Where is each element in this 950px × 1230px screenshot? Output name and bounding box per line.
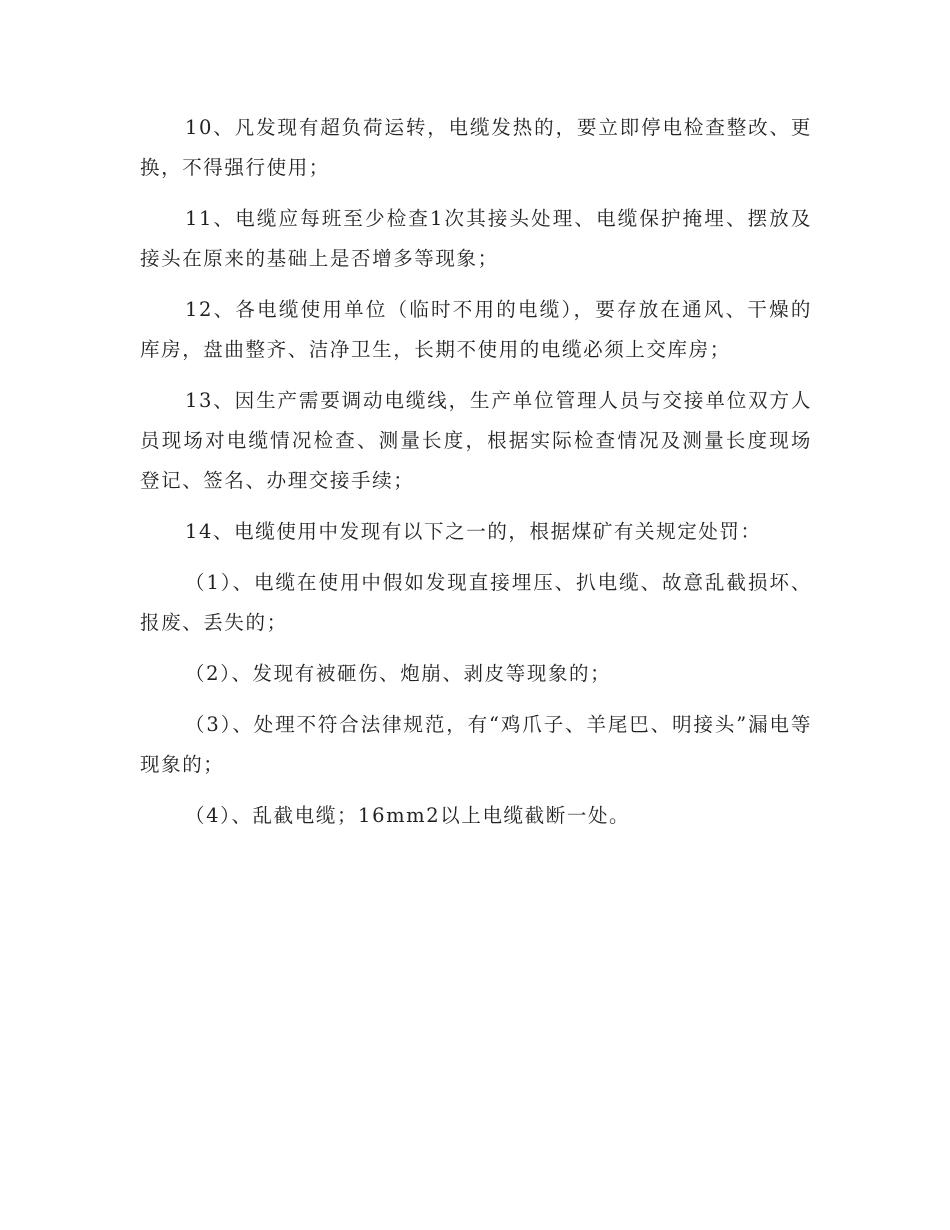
paragraph-item-10: 10、凡发现有超负荷运转，电缆发热的，要立即停电检查整改、更换，不得强行使用； (140, 116, 812, 179)
paragraph-subitem-2: （2）、发现有被砸伤、炮崩、剥皮等现象的； (185, 662, 612, 685)
paragraph-item-11: 11、电缆应每班至少检查1次其接头处理、电缆保护掩埋、摆放及接头在原来的基础上是否增多等现象； (140, 207, 812, 270)
paragraph-item-13: 13、因生产需要调动电缆线，生产单位管理人员与交接单位双方人员现场对电缆情况检查、测量长度，根据实际检查情况及测量长度现场登记、签名、办理交接手续； (140, 389, 812, 492)
document-body (140, 108, 812, 847)
paragraph-subitem-4: （4）、乱截电缆；16mm2以上电缆截断一处。 (185, 804, 631, 827)
paragraph-subitem-3: （3）、处理不符合法律规范，有“鸡爪子、羊尾巴、明接头”漏电等现象的； (140, 713, 812, 776)
paragraph-subitem-1: （1）、电缆在使用中假如发现直接埋压、扒电缆、故意乱截损坏、报废、丢失的； (140, 571, 812, 634)
paragraph-item-12: 12、各电缆使用单位（临时不用的电缆），要存放在通风、干燥的库房，盘曲整齐、洁净卫生，长期不使用的电缆必须上交库房； (140, 298, 812, 361)
paragraph-item-14: 14、电缆使用中发现有以下之一的，根据煤矿有关规定处罚： (185, 520, 762, 543)
